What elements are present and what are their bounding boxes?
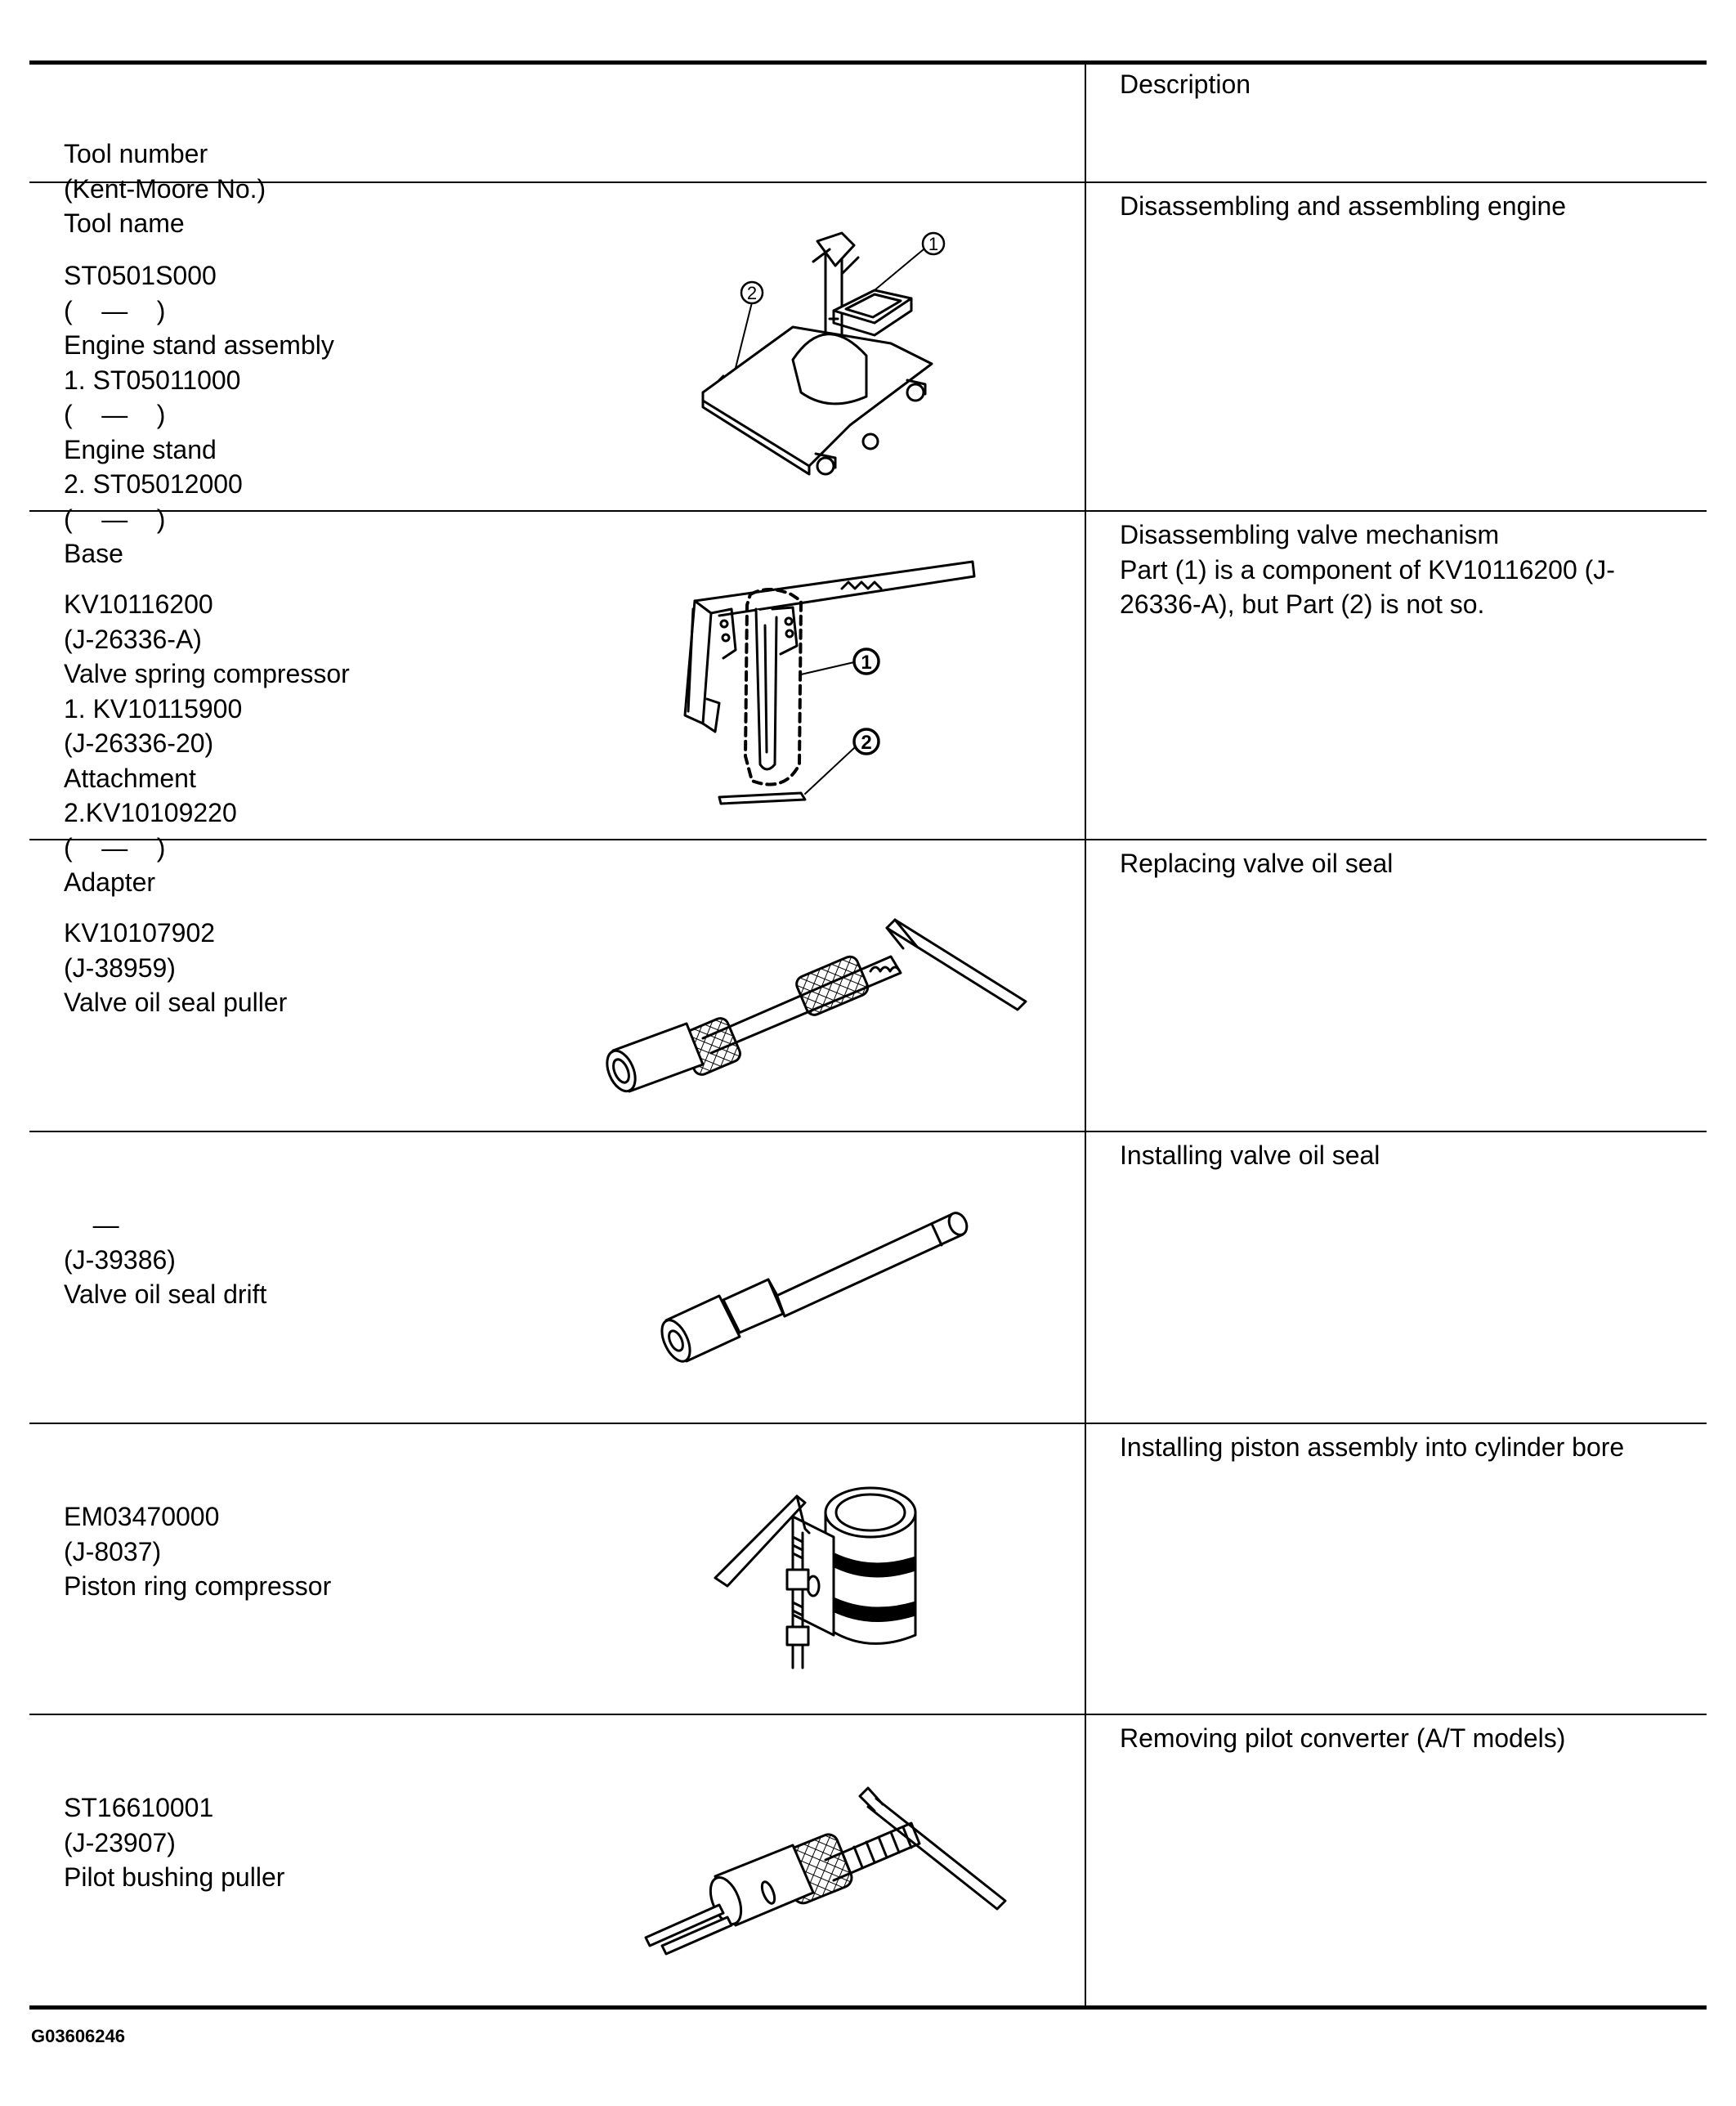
tool-line: (J-26336-A) <box>64 624 202 654</box>
tool-line: Valve spring compressor <box>64 659 350 688</box>
tool-line: EM03470000 <box>64 1502 220 1531</box>
tool-line: KV10116200 <box>64 589 213 619</box>
piston-ring-compressor-icon <box>703 1480 964 1668</box>
tool-line: 1. ST05011000 <box>64 365 241 395</box>
tool-line: Engine stand <box>64 434 217 464</box>
header-line: Tool name <box>64 208 185 238</box>
tool-line: ( — ) <box>64 295 166 325</box>
tool-line: Valve oil seal drift <box>64 1279 267 1309</box>
description-line: Disassembling and assembling engine <box>1120 191 1567 221</box>
table-bottom-rule <box>29 2005 1707 2010</box>
tool-line: Engine stand assembly <box>64 330 334 360</box>
row-3-tool-cell <box>64 846 570 1055</box>
callout-2: 2 <box>746 283 758 303</box>
tool-line: KV10107902 <box>64 918 216 948</box>
tool-line: 1. KV10115900 <box>64 693 243 724</box>
tool-line: ( — ) <box>64 832 166 863</box>
description-line: Disassembling valve mechanism <box>1120 520 1500 549</box>
description-line: 26336-A), but Part (2) is not so. <box>1120 589 1485 619</box>
row-2-description-cell <box>1120 518 1684 622</box>
header-line: Tool number <box>64 139 208 168</box>
row-5-description-cell <box>1120 1430 1684 1465</box>
tool-line: (J-39386) <box>64 1244 176 1275</box>
row-4-description-cell <box>1120 1138 1684 1173</box>
row-5-tool-cell <box>64 1430 570 1638</box>
valve-oil-seal-drift-icon <box>654 1198 997 1378</box>
row-1-description-cell <box>1120 189 1684 224</box>
tool-line: ST16610001 <box>64 1793 214 1822</box>
description-line: Removing pilot converter (A/T models) <box>1120 1723 1566 1753</box>
row-divider <box>29 1131 1707 1132</box>
row-divider <box>29 1714 1707 1715</box>
tool-line: ST0501S000 <box>64 261 217 290</box>
tool-line: ( — ) <box>64 400 166 429</box>
tool-line: (J-23907) <box>64 1827 176 1857</box>
column-divider <box>1085 60 1086 2010</box>
tool-line: ( — ) <box>64 504 166 534</box>
header-description-cell <box>1120 67 1684 102</box>
row-6-description-cell <box>1120 1721 1684 1756</box>
valve-oil-seal-puller-icon <box>597 883 1038 1096</box>
tool-line: 2. ST05012000 <box>64 469 243 499</box>
tool-line: Base <box>64 539 123 568</box>
callout-1: 1 <box>928 234 939 254</box>
header-line: (Kent-Moore No.) <box>64 173 266 204</box>
tool-line: Piston ring compressor <box>64 1571 332 1601</box>
figure-code: G03606246 <box>31 2026 125 2046</box>
header-description: Description <box>1120 69 1251 99</box>
pilot-bushing-puller-icon <box>638 1770 1013 1966</box>
engine-stand-icon <box>687 221 956 482</box>
callout-1: 1 <box>861 652 872 674</box>
tool-line: Attachment <box>64 763 196 793</box>
tool-line: (J-38959) <box>64 952 176 983</box>
description-line: Installing valve oil seal <box>1120 1140 1380 1170</box>
tool-line: 2.KV10109220 <box>64 798 237 827</box>
description-line: Part (1) is a component of KV10116200 (J- <box>1120 554 1615 585</box>
row-divider <box>29 1423 1707 1424</box>
tool-line: — <box>64 1210 119 1239</box>
tool-line: (J-26336-20) <box>64 728 214 758</box>
description-line: Replacing valve oil seal <box>1120 849 1394 878</box>
row-3-description-cell <box>1120 846 1684 881</box>
row-4-tool-cell <box>64 1138 570 1346</box>
row-6-tool-cell <box>64 1721 570 1929</box>
table-top-rule <box>29 60 1707 65</box>
tool-line: (J-8037) <box>64 1536 162 1566</box>
valve-spring-compressor-icon <box>670 552 997 813</box>
tool-line: Adapter <box>64 867 156 897</box>
description-line: Installing piston assembly into cylinder bore <box>1120 1432 1625 1462</box>
tool-line: Valve oil seal puller <box>64 988 288 1017</box>
tool-line: Pilot bushing puller <box>64 1862 285 1892</box>
callout-2: 2 <box>861 732 872 754</box>
